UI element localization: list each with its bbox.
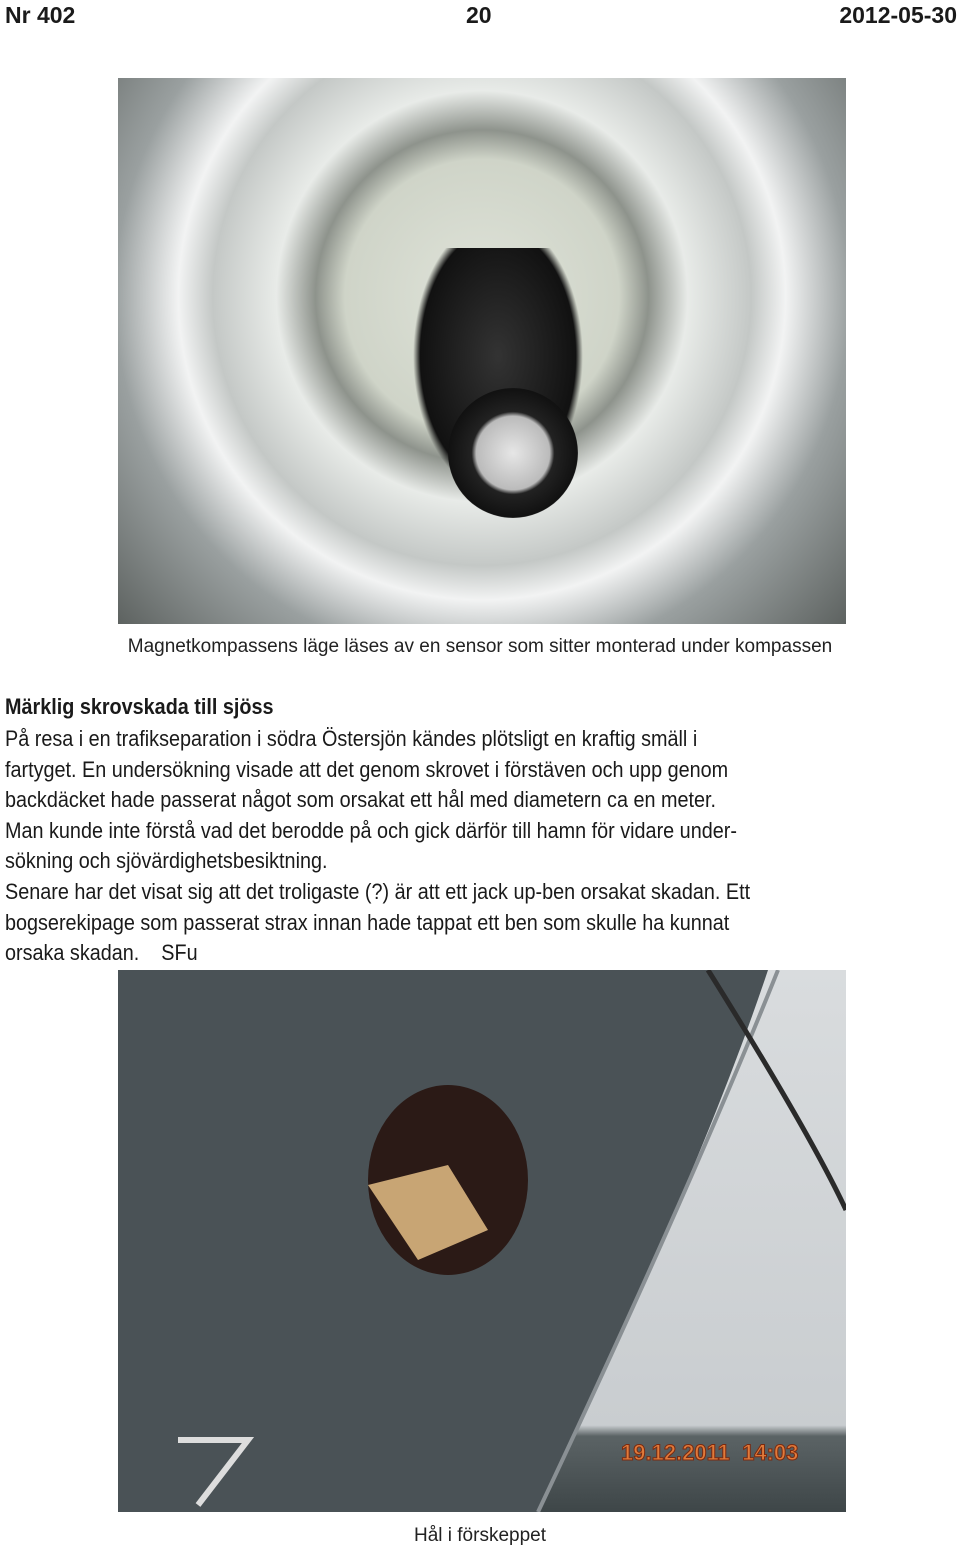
page-number: 20 xyxy=(466,2,492,28)
article-line: backdäcket hade passerat något som orsakat ett hål med diametern ca en meter. xyxy=(5,787,717,812)
ship-bow xyxy=(118,970,846,1512)
compass-sensor xyxy=(448,388,578,518)
article-line: bogserekipage som passerat strax innan hade tappat ett ben som skulle ha kunnat xyxy=(5,910,730,935)
article-line: sökning och sjövärdighetsbesiktning. xyxy=(5,848,328,873)
article-line: Man kunde inte förstå vad det berodde på och gick därför till hamn för vidare under- xyxy=(5,818,737,843)
compass-caption: Magnetkompassens läge läses av en sensor som sitter monterad under kompassen xyxy=(127,636,833,657)
article-heading: Märklig skrovskada till sjöss xyxy=(5,694,274,719)
hull-caption: Hål i förskeppet xyxy=(413,1525,546,1546)
article-line: På resa i en trafikseparation i södra Östersjön kändes plötsligt en kraftig smäll i xyxy=(5,726,698,751)
article-line: fartyget. En undersökning visade att det genom skrovet i förstäven och upp genom xyxy=(5,757,729,782)
hull-damage-photo xyxy=(118,970,846,1512)
photo-timestamp: 19.12.2011 14:03 xyxy=(621,1440,799,1465)
article-line: Senare har det visat sig att det troligaste (?) är att ett jack up-ben orsakat skadan. Ett xyxy=(5,879,751,904)
compass-photo xyxy=(118,78,846,624)
article-line: orsaka skadan. SFu xyxy=(5,940,198,965)
issue-date: 2012-05-30 xyxy=(839,2,957,28)
issue-number: Nr 402 xyxy=(5,2,76,28)
